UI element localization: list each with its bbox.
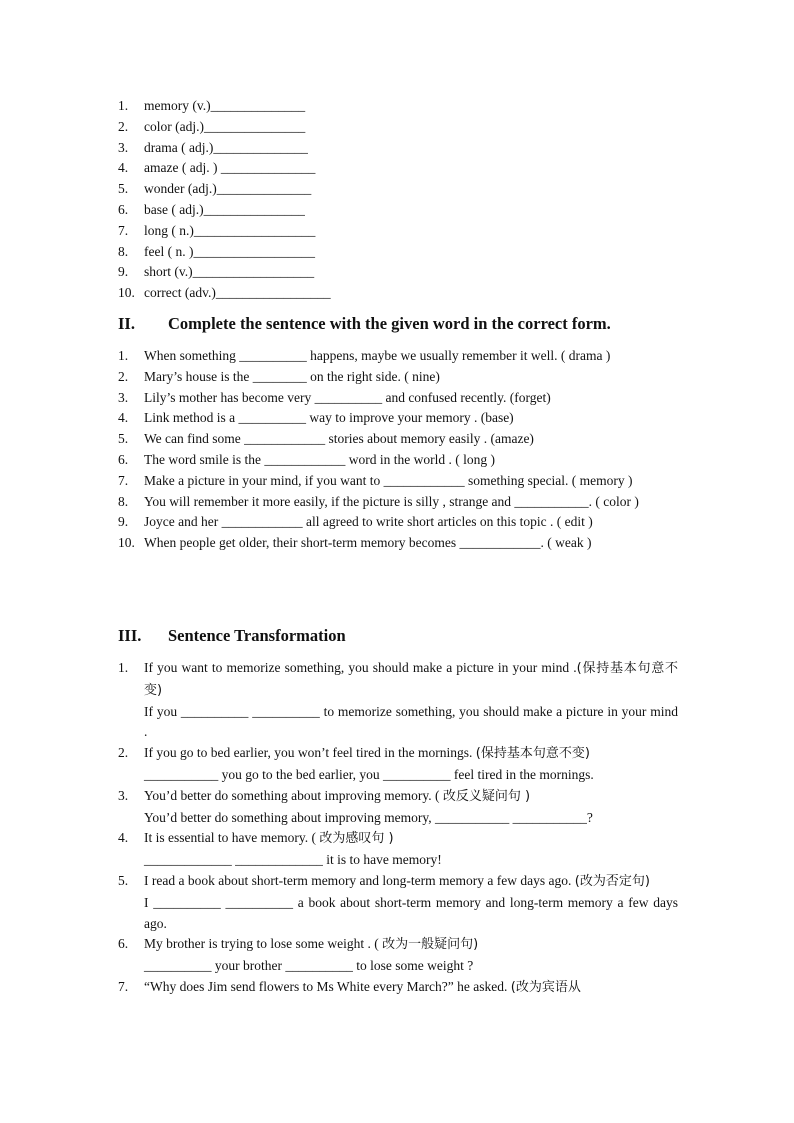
- vocab-item: [118, 283, 678, 304]
- section-2-exercise-list: [118, 346, 678, 554]
- vocab-item: [118, 158, 678, 179]
- item-number: 9.: [118, 264, 129, 280]
- original-sentence: [144, 828, 678, 850]
- transformation-item: [118, 743, 678, 786]
- section-3-exercise-list: [118, 658, 678, 999]
- item-number: 10.: [118, 285, 135, 301]
- item-number: 3.: [118, 139, 129, 155]
- original-sentence: [144, 786, 678, 808]
- transformation-item: [118, 828, 678, 871]
- exercise-item: [118, 346, 678, 367]
- answer-sentence: [144, 808, 678, 829]
- exercise-item: [118, 408, 678, 429]
- vocab-item: [118, 179, 678, 200]
- chinese-instruction: (改为否定句): [574, 873, 650, 889]
- sentence-text: It is essential to have memory. (: [144, 830, 320, 846]
- exercise-item: [118, 367, 678, 388]
- section-2-numeral: II.: [118, 314, 135, 333]
- vocabulary-list: [118, 96, 678, 304]
- item-number: 5.: [118, 181, 129, 197]
- transformation-item: [118, 786, 678, 829]
- sentence-text: My brother is trying to lose some weight . (: [144, 936, 383, 952]
- exercise-sentence: Make a picture in your mind, if you want to ____________ something special. ( memory ): [144, 472, 633, 488]
- item-number: 10.: [118, 535, 135, 551]
- sentence-text: ___________ you go to the bed earlier, you __________ feel tired in the mornings.: [144, 766, 594, 782]
- item-number: 2.: [118, 368, 129, 384]
- sentence-text: “Why does Jim send flowers to Ms White every March?” he asked.: [144, 978, 511, 994]
- chinese-instruction: (保持基本句意不变): [475, 746, 590, 762]
- exercise-item: [118, 471, 678, 492]
- exercise-item: [118, 492, 678, 513]
- exercise-sentence: Joyce and her ____________ all agreed to write short articles on this topic . ( edit ): [144, 514, 593, 530]
- vocab-prompt: base ( adj.)_______________: [144, 201, 305, 217]
- section-3-heading: [118, 626, 346, 646]
- vocab-item: [118, 221, 678, 242]
- transformation-item: [118, 658, 678, 743]
- vocab-item: [118, 117, 678, 138]
- original-sentence: [144, 977, 678, 999]
- vocab-item: [118, 262, 678, 283]
- exercise-item: [118, 429, 678, 450]
- item-number: 5.: [118, 872, 129, 888]
- exercise-item: [118, 450, 678, 471]
- item-number: 3.: [118, 787, 129, 803]
- sentence-text: I __________ __________ a book about short-term memory and long-term memory a few days ago.: [144, 894, 678, 931]
- sentence-text: I read a book about short-term memory and long-term memory a few days ago.: [144, 872, 575, 888]
- exercise-sentence: Lily’s mother has become very __________ and confused recently. (forget): [144, 389, 551, 405]
- chinese-instruction: (保持基本句意不变): [144, 661, 678, 698]
- exercise-sentence: When people get older, their short-term memory becomes ____________. ( weak ): [144, 535, 592, 551]
- vocab-item: [118, 138, 678, 159]
- item-number: 3.: [118, 389, 129, 405]
- section-3-title: Sentence Transformation: [168, 626, 346, 645]
- vocab-item: [118, 96, 678, 117]
- vocab-prompt: correct (adv.)_________________: [144, 285, 331, 301]
- item-number: 6.: [118, 451, 129, 467]
- vocab-prompt: wonder (adj.)______________: [144, 181, 312, 197]
- chinese-instruction: 改为感叹句 ): [319, 831, 394, 847]
- exercise-item: [118, 388, 678, 409]
- answer-sentence: [144, 702, 678, 744]
- original-sentence: [144, 871, 678, 893]
- exercise-sentence: You will remember it more easily, if the picture is silly , strange and ___________. ( color ): [144, 493, 639, 509]
- chinese-instruction: 改反义疑问句 ): [442, 788, 531, 804]
- sentence-text: If you go to bed earlier, you won’t feel tired in the mornings.: [144, 745, 476, 761]
- vocab-prompt: feel ( n. )__________________: [144, 243, 315, 259]
- answer-sentence: [144, 956, 678, 977]
- item-number: 9.: [118, 514, 129, 530]
- original-sentence: [144, 658, 678, 702]
- original-sentence: [144, 743, 678, 765]
- section-2-title: Complete the sentence with the given word in the correct form.: [168, 314, 611, 333]
- item-number: 7.: [118, 978, 129, 994]
- item-number: 4.: [118, 830, 129, 846]
- item-number: 8.: [118, 243, 129, 259]
- vocab-prompt: amaze ( adj. ) ______________: [144, 160, 316, 176]
- transformation-item: [118, 934, 678, 977]
- item-number: 1.: [118, 98, 129, 113]
- vocab-prompt: memory (v.)______________: [144, 98, 306, 113]
- vocab-prompt: drama ( adj.)______________: [144, 139, 308, 155]
- vocab-prompt: long ( n.)__________________: [144, 222, 316, 238]
- item-number: 1.: [118, 348, 129, 363]
- section-3-numeral: III.: [118, 626, 142, 645]
- exercise-sentence: We can find some ____________ stories about memory easily . (amaze): [144, 431, 534, 447]
- answer-sentence: [144, 893, 678, 935]
- chinese-instruction: (改为宾语从: [510, 979, 581, 995]
- exercise-item: [118, 512, 678, 533]
- sentence-text: You’d better do something about improving memory. (: [144, 787, 443, 803]
- section-2-heading: [118, 314, 611, 334]
- item-number: 6.: [118, 201, 129, 217]
- transformation-item: [118, 871, 678, 934]
- transformation-item: [118, 977, 678, 999]
- item-number: 2.: [118, 745, 129, 761]
- exercise-item: [118, 533, 678, 554]
- answer-sentence: [144, 765, 678, 786]
- sentence-text: You’d better do something about improving memory, ___________ ___________?: [144, 809, 593, 825]
- item-number: 4.: [118, 410, 129, 426]
- item-number: 8.: [118, 493, 129, 509]
- exercise-sentence: The word smile is the ____________ word in the world . ( long ): [144, 451, 495, 467]
- exercise-sentence: When something __________ happens, maybe we usually remember it well. ( drama ): [144, 348, 611, 363]
- vocab-prompt: short (v.)__________________: [144, 264, 315, 280]
- original-sentence: [144, 934, 678, 956]
- sentence-text: If you want to memorize something, you should make a picture in your mind .: [144, 660, 577, 675]
- exercise-sentence: Mary’s house is the ________ on the right side. ( nine): [144, 368, 440, 384]
- item-number: 6.: [118, 936, 129, 952]
- item-number: 2.: [118, 118, 129, 134]
- sentence-text: _____________ _____________ it is to have memory!: [144, 852, 442, 868]
- vocab-item: [118, 242, 678, 263]
- vocab-prompt: color (adj.)_______________: [144, 118, 306, 134]
- sentence-text: __________ your brother __________ to lose some weight ?: [144, 958, 474, 974]
- item-number: 5.: [118, 431, 129, 447]
- exercise-sentence: Link method is a __________ way to improve your memory . (base): [144, 410, 514, 426]
- item-number: 4.: [118, 160, 129, 176]
- vocab-item: [118, 200, 678, 221]
- item-number: 7.: [118, 222, 129, 238]
- item-number: 7.: [118, 472, 129, 488]
- sentence-text: If you __________ __________ to memorize something, you should make a picture in your mind .: [144, 703, 678, 740]
- answer-sentence: [144, 850, 678, 871]
- chinese-instruction: 改为一般疑问句): [382, 937, 479, 953]
- item-number: 1.: [118, 660, 129, 675]
